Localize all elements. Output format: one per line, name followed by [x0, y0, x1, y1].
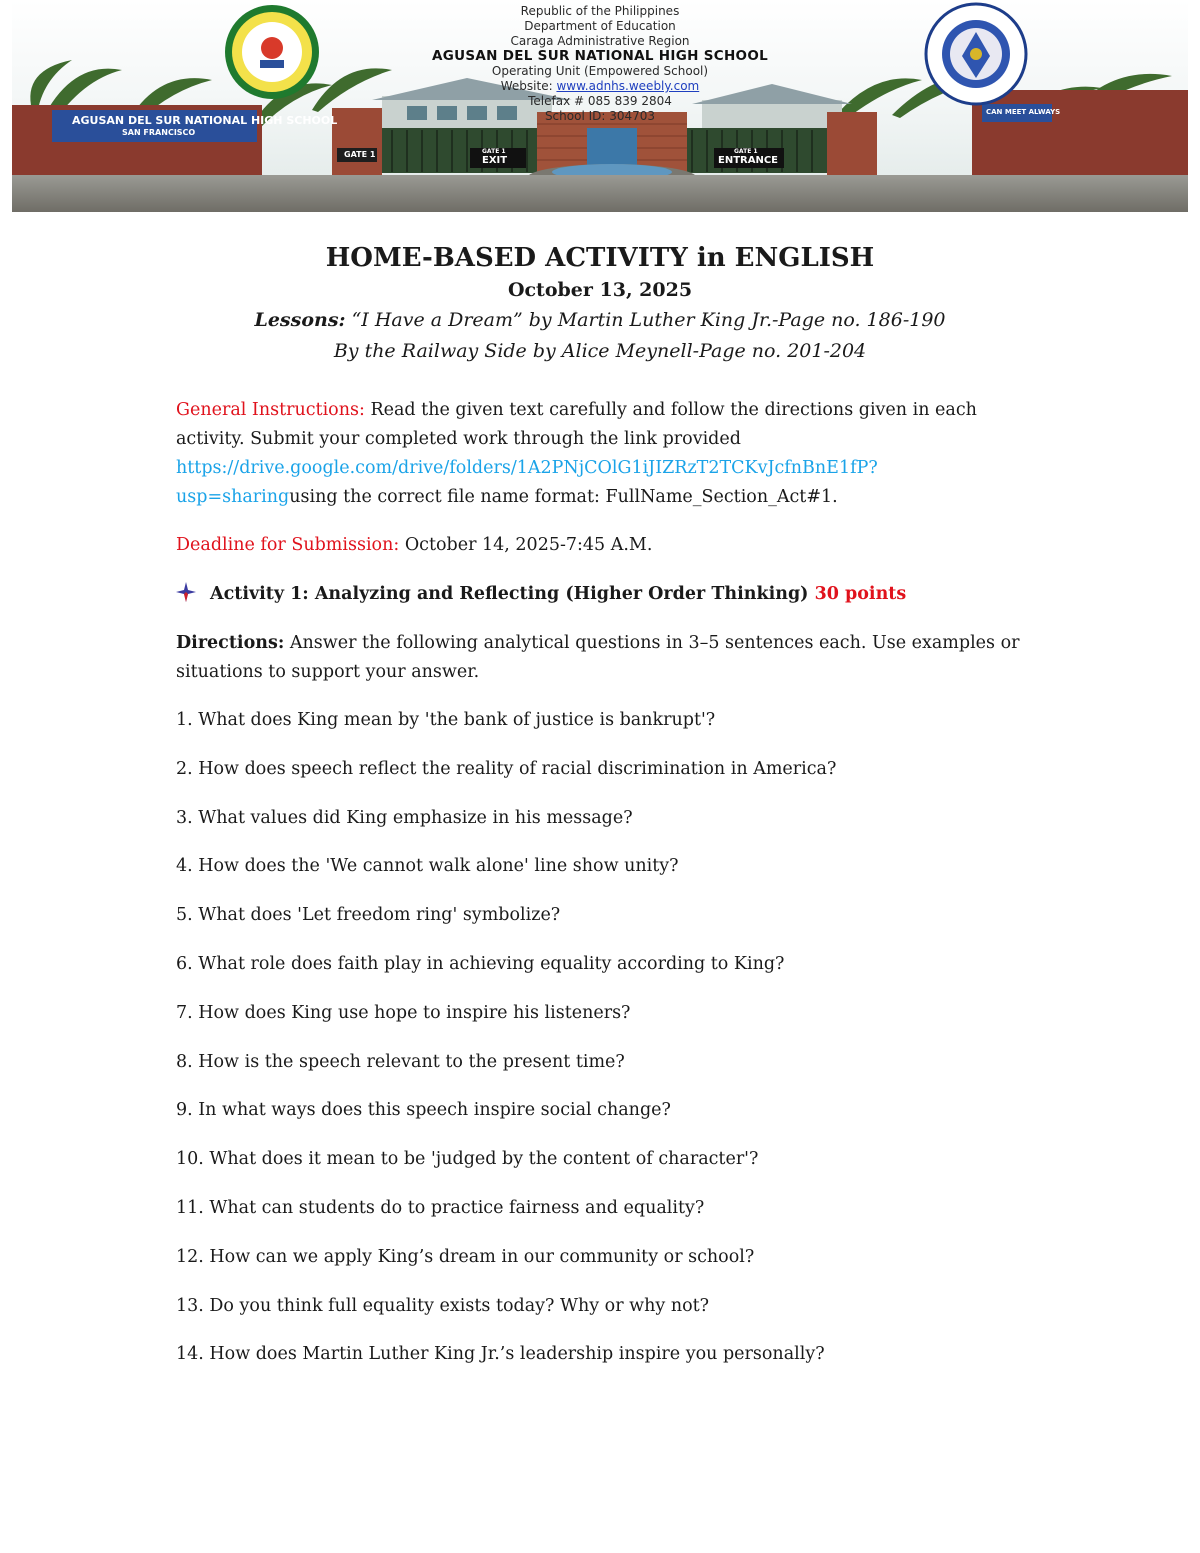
question-14: 14. How does Martin Luther King Jr.’s leadership inspire you personally? [176, 1344, 825, 1364]
header-school-name: AGUSAN DEL SUR NATIONAL HIGH SCHOOL [431, 48, 768, 64]
lesson-line-1 [0, 309, 1200, 331]
question-9: 9. In what ways does this speech inspire social change? [176, 1100, 671, 1120]
page-title: HOME-BASED ACTIVITY in ENGLISH [325, 243, 875, 273]
question-11: 11. What can students do to practice fairness and equality? [176, 1198, 705, 1218]
question-4: 4. How does the 'We cannot walk alone' line show unity? [176, 856, 679, 876]
question-10: 10. What does it mean to be 'judged by the content of character'? [176, 1149, 759, 1169]
right-wall-sign: CAN MEET ALWAYS [986, 108, 1061, 116]
lesson-line-2: By the Railway Side by Alice Meynell-Page no. 201-204 [333, 340, 867, 362]
question-8: 8. How is the speech relevant to the present time? [176, 1052, 625, 1072]
lesson-1-text: “I Have a Dream” by Martin Luther King Jr.-Page no. 186-190 [345, 309, 946, 331]
deadline-text: October 14, 2025-7:45 A.M. [399, 535, 653, 555]
school-header-banner [12, 0, 1188, 212]
question-7: 7. How does King use hope to inspire his listeners? [176, 1003, 631, 1023]
activity-date: October 13, 2025 [507, 279, 693, 301]
pillar-sign: GATE 1 [344, 150, 376, 159]
header-text-block [12, 4, 1188, 124]
left-wall-sign: AGUSAN DEL SUR NATIONAL HIGH SCHOOL [72, 114, 338, 127]
directions-label: Directions: [176, 633, 285, 653]
activity-heading [176, 580, 1036, 609]
exit-sign-small: GATE 1 [482, 148, 506, 155]
entrance-sign: ENTRANCE [718, 155, 778, 166]
general-instructions-label: General Instructions: [176, 400, 365, 420]
directions [176, 629, 1036, 687]
general-instructions-text: Read the given text carefully and follow the directions given in each activity. Submit your completed work through the link provided [176, 400, 977, 449]
deadline [176, 531, 1036, 560]
header-line-republic: Republic of the Philippines [520, 4, 680, 18]
lessons-label: Lessons: [254, 309, 346, 331]
header-website-label: Website: [500, 79, 557, 93]
question-1: 1. What does King mean by 'the bank of justice is bankrupt'? [176, 710, 716, 730]
header-line-region: Caraga Administrative Region [510, 34, 690, 48]
four-point-star-bullet-icon [176, 582, 196, 602]
question-2: 2. How does speech reflect the reality of racial discrimination in America? [176, 759, 837, 779]
exit-sign: EXIT [482, 155, 508, 166]
header-telefax: Telefax # 085 839 2804 [528, 94, 672, 108]
header-school-id: School ID: 304703 [544, 109, 656, 123]
question-12: 12. How can we apply King’s dream in our community or school? [176, 1247, 755, 1267]
header-website [12, 79, 1188, 94]
entrance-sign-small: GATE 1 [734, 148, 758, 155]
question-6: 6. What role does faith play in achieving equality according to King? [176, 954, 785, 974]
question-3: 3. What values did King emphasize in his message? [176, 808, 633, 828]
question-5: 5. What does 'Let freedom ring' symbolize? [176, 905, 561, 925]
activity-title: Activity 1: Analyzing and Reflecting (Higher Order Thinking) [210, 584, 815, 604]
submission-link[interactable]: https://drive.google.com/drive/folders/1A2PNjCOlG1iJIZRzT2TCKvJcfnBnE1fP? usp=sharing [176, 458, 878, 507]
deadline-label: Deadline for Submission: [176, 535, 400, 555]
directions-text: Answer the following analytical questions in 3–5 sentences each. Use examples or situations to support your answer. [176, 633, 1020, 682]
header-website-link[interactable]: www.adnhs.weebly.com [556, 79, 700, 93]
general-instructions [176, 396, 1036, 512]
question-13: 13. Do you think full equality exists today? Why or why not? [176, 1296, 710, 1316]
header-line-department: Department of Education [524, 19, 676, 33]
header-operating-unit: Operating Unit (Empowered School) [491, 64, 709, 78]
left-wall-sign-sub: SAN FRANCISCO [122, 128, 196, 137]
activity-points: 30 points [814, 584, 907, 604]
general-instructions-after: using the correct file name format: FullName_Section_Act#1. [289, 487, 838, 507]
